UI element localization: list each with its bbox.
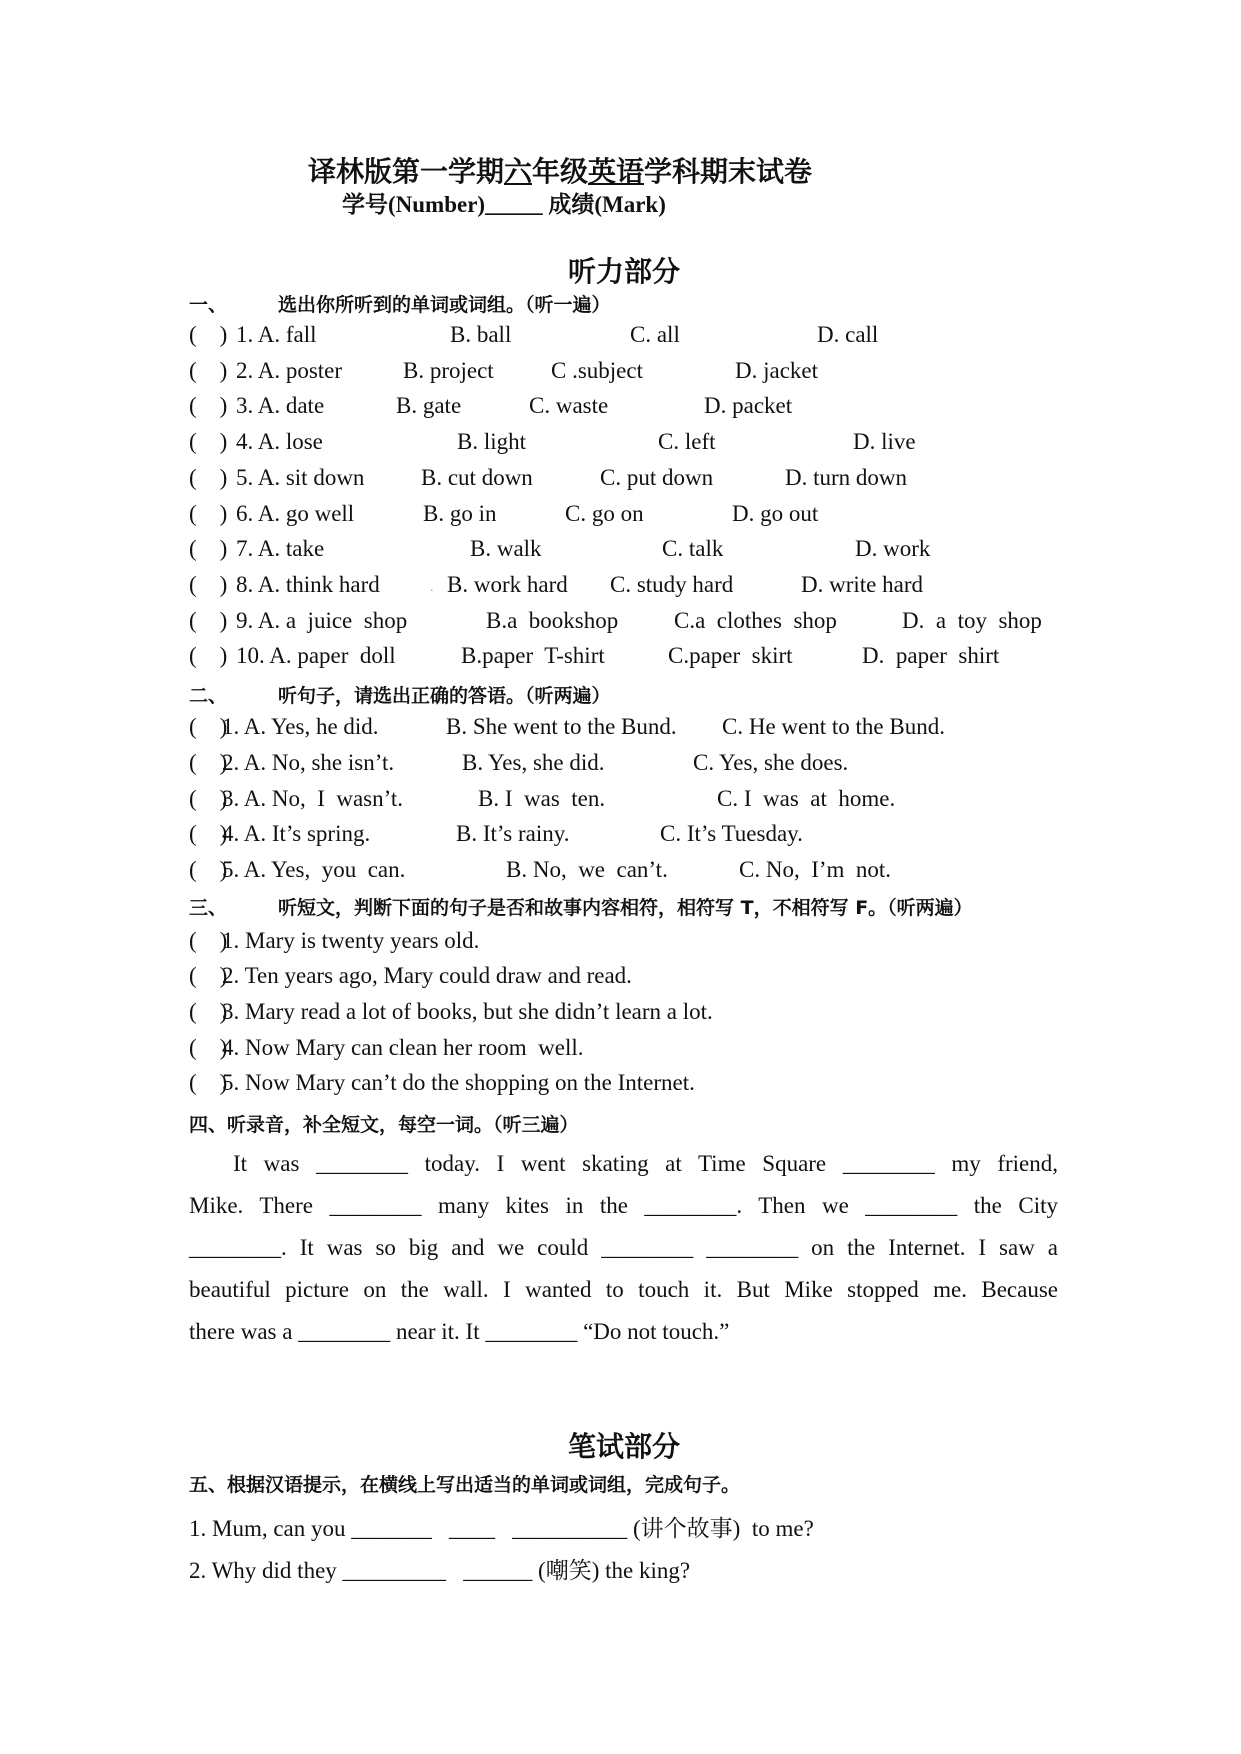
option-b: B. project [403,358,494,383]
option-c: C .subject [551,358,643,383]
option-d: D. a toy shop [902,608,1042,633]
title-part: 学科期末试卷 [644,157,813,188]
option-c: C. study hard [610,572,734,597]
title-subject: 英语 [588,157,645,188]
answer-blank: ( ) [189,750,228,775]
true-false-statement: 4. Now Mary can clean her room well. [222,1035,584,1060]
part3-number: 三、 [189,897,228,919]
answer-blank: ( ) [189,999,228,1024]
option-a: 10. A. paper doll [236,643,396,668]
option-a: 2. A. No, she isn’t. [222,750,395,775]
option-b: B. Yes, she did. [462,750,605,775]
student-info-line: 学号(Number)_____ 成绩(Mark) [342,192,666,217]
option-c: C. all [630,322,680,347]
option-a: 2. A. poster [236,358,343,383]
answer-blank: ( ) [189,322,228,347]
true-false-statement: 2. Ten years ago, Mary could draw and read. [222,963,632,988]
paragraph-line: beautiful picture on the wall. I wanted to touch it. But Mike stopped me. Because [189,1277,1058,1302]
answer-blank: ( ) [189,572,228,597]
option-c: C. left [658,429,716,454]
answer-blank: ( ) [189,963,228,988]
option-c: C. go on [565,501,644,526]
option-b: B. No, we can’t. [506,857,668,882]
part2-number: 二、 [189,685,228,707]
answer-blank: ( ) [189,928,228,953]
part1-number: 一、 [189,294,228,316]
option-b: B.a bookshop [486,608,619,633]
option-c: C. waste [529,393,609,418]
cloze-paragraph [189,1143,1058,1353]
title-grade: 六 [503,157,532,188]
option-d: D. jacket [735,358,819,383]
option-a: 8. A. think hard [236,572,380,597]
option-a: 3. A. date [236,393,325,418]
paragraph-line: there was a ________ near it. It ________ “Do not touch.” [189,1319,730,1344]
option-b: B. It’s rainy. [456,821,570,846]
option-b: B. cut down [421,465,533,490]
option-b: B.paper T-shirt [461,643,605,668]
paragraph-line: It was ________ today. I went skating at Time Square ________ my friend, [233,1151,1058,1176]
answer-blank: ( ) [189,714,228,739]
option-a: 4. A. It’s spring. [222,821,371,846]
option-a: 1. A. Yes, he did. [222,714,379,739]
option-c: C. No, I’m not. [739,857,892,882]
option-d: D. write hard [801,572,923,597]
option-a: 9. A. a juice shop [236,608,408,633]
exam-title [0,150,1120,190]
listening-section-title: 听力部分 [567,257,680,288]
true-false-statement: 5. Now Mary can’t do the shopping on the Internet. [222,1070,695,1095]
option-c: C. Yes, she does. [693,750,849,775]
option-a: 7. A. take [236,536,325,561]
answer-blank: ( ) [189,1070,228,1095]
part5-instruction: 五、根据汉语提示，在横线上写出适当的单词或词组，完成句子。 [189,1474,741,1496]
option-c: C. He went to the Bund. [722,714,945,739]
option-a: 1. A. fall [236,322,317,347]
answer-blank: ( ) [189,358,228,383]
part1-instruction: 选出你所听到的单词或词组。（听一遍） [278,294,611,316]
option-c: C. It’s Tuesday. [660,821,803,846]
option-c: C. put down [600,465,714,490]
option-b: B. walk [470,536,542,561]
part2-instruction: 听句子，请选出正确的答语。（听两遍） [278,685,611,707]
part5-question: 2. Why did they _________ ______ (嘲笑) the king? [189,1558,691,1583]
option-c: C. I was at home. [717,786,896,811]
answer-blank: ( ) [189,536,228,561]
writing-section-title: 笔试部分 [567,1432,680,1463]
option-d: D. paper shirt [862,643,1000,668]
answer-blank: ( ) [189,501,228,526]
option-a: 4. A. lose [236,429,323,454]
option-b: B. go in [423,501,497,526]
answer-blank: ( ) [189,393,228,418]
option-d: D. go out [732,501,819,526]
answer-blank: ( ) [189,643,228,668]
answer-blank: ( ) [189,786,228,811]
option-a: 5. A. Yes, you can. [222,857,406,882]
option-d: D. live [853,429,916,454]
part4-instruction: 四、听录音，补全短文，每空一词。（听三遍） [189,1114,579,1136]
answer-blank: ( ) [189,608,228,633]
option-b: B. work hard [447,572,568,597]
option-b: B. gate [396,393,462,418]
option-d: D. work [855,536,931,561]
title-part: 译林版第一学期 [307,157,504,188]
option-b: B. light [457,429,527,454]
option-b: B. ball [450,322,512,347]
answer-blank: ( ) [189,429,228,454]
option-d: D. packet [704,393,793,418]
option-c: C.paper skirt [668,643,793,668]
true-false-statement: 3. Mary read a lot of books, but she didn’t learn a lot. [222,999,713,1024]
option-c: C.a clothes shop [674,608,837,633]
answer-blank: ( ) [189,857,228,882]
answer-blank: ( ) [189,465,228,490]
title-part: 年级 [531,157,588,188]
paragraph-line: ________. It was so big and we could ________ ________ on the Internet. I saw a [189,1235,1058,1260]
paragraph-line: Mike. There ________ many kites in the ________. Then we ________ the City [189,1193,1058,1218]
answer-blank: ( ) [189,821,228,846]
true-false-statement: 1. Mary is twenty years old. [222,928,480,953]
option-d: D. turn down [785,465,908,490]
option-b: B. I was ten. [478,786,606,811]
part3-instruction: 听短文，判断下面的句子是否和故事内容相符，相符写 T，不相符写 F。（听两遍） [278,897,973,919]
answer-blank: ( ) [189,1035,228,1060]
part5-question: 1. Mum, can you _______ ____ __________ (讲个故事) to me? [189,1516,814,1541]
option-b: B. She went to the Bund. [446,714,677,739]
stray-mark: . [430,580,434,595]
option-c: C. talk [662,536,724,561]
option-d: D. call [817,322,879,347]
option-a: 6. A. go well [236,501,355,526]
option-a: 3. A. No, I wasn’t. [222,786,404,811]
option-a: 5. A. sit down [236,465,365,490]
